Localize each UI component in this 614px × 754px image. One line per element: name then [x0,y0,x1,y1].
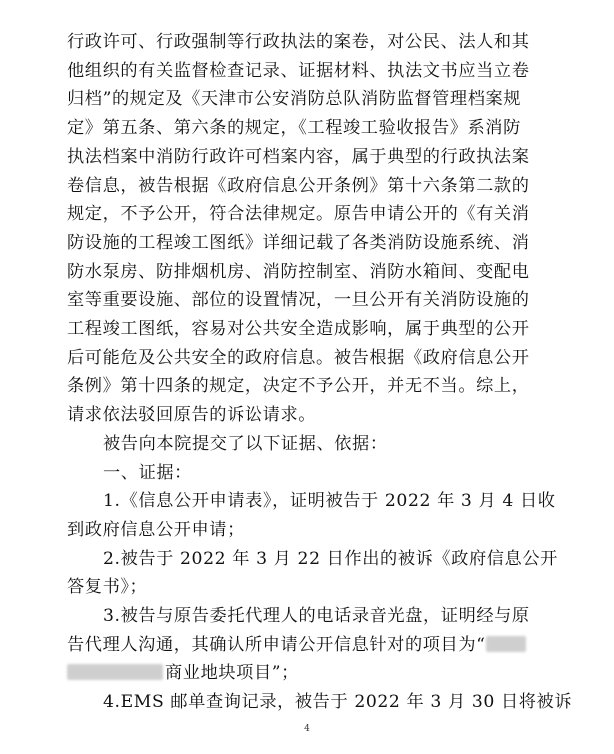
text-line: 后可能危及公共安全的政府信息。被告根据《政府信息公开 [67,347,530,368]
evidence-item: 4.EMS 邮单查询记录，被告于 2022 年 3 月 30 日将被诉 [103,692,573,713]
redaction-block [486,636,526,652]
text-line: 防设施的工程竣工图纸》详细记载了各类消防设施系统、消 [67,232,530,253]
text-line: 条例》第十四条的规定，决定不予公开，并无不当。综上， [67,376,530,397]
text-line: 归档”的规定及《天津市公安消防总队消防监督管理档案规 [67,89,522,110]
text-line: 被告向本院提交了以下证据、依据： [103,433,388,454]
text-line: 室等重要设施、部位的设置情况，一旦公开有关消防设施的 [67,290,530,311]
section-heading: 一、证据： [103,462,192,483]
text-line: 防水泵房、防排烟机房、消防控制室、消防水箱间、变配电 [67,261,530,282]
text-line: 行政许可、行政强制等行政执法的案卷，对公民、法人和其 [67,32,530,52]
text-line [67,661,545,685]
evidence-item: 1.《信息公开申请表》，证明被告于 2022 年 3 月 4 日收 [103,491,556,512]
text-line: 他组织的有关监督检查记录、证据材料、执法文书应当立卷 [67,60,530,81]
line-text: 商业地块项目”； [165,663,299,684]
text-line: 工程竣工图纸，容易对公共安全造成影响，属于典型的公开 [67,319,530,339]
text-line: 定》第五条、第六条的规定，《工程竣工验收报告》系消防 [67,118,521,139]
text-line [67,633,545,657]
text-line: 请求依法驳回原告的诉讼请求。 [67,405,317,426]
text-line: 答复书》； [67,577,148,598]
text-line: 规定，不予公开，符合法律规定。原告申请公开的《有关消 [67,204,530,225]
text-line: 卷信息，被告根据《政府信息公开条例》第十六条第二款的 [67,175,530,196]
evidence-item: 3.被告与原告委托代理人的电话录音光盘，证明经与原 [103,606,530,626]
redaction-block [67,664,163,680]
text-line: 执法档案中消防行政许可档案内容，属于典型的行政执法案 [67,146,530,167]
page-number: 4 [304,724,310,734]
evidence-item: 2.被告于 2022 年 3 月 22 日作出的被诉《政府信息公开 [103,548,558,569]
line-text: 告代理人沟通，其确认所申请公开信息针对的项目为“ [67,634,486,655]
text-line: 到政府信息公开申请； [67,519,245,540]
